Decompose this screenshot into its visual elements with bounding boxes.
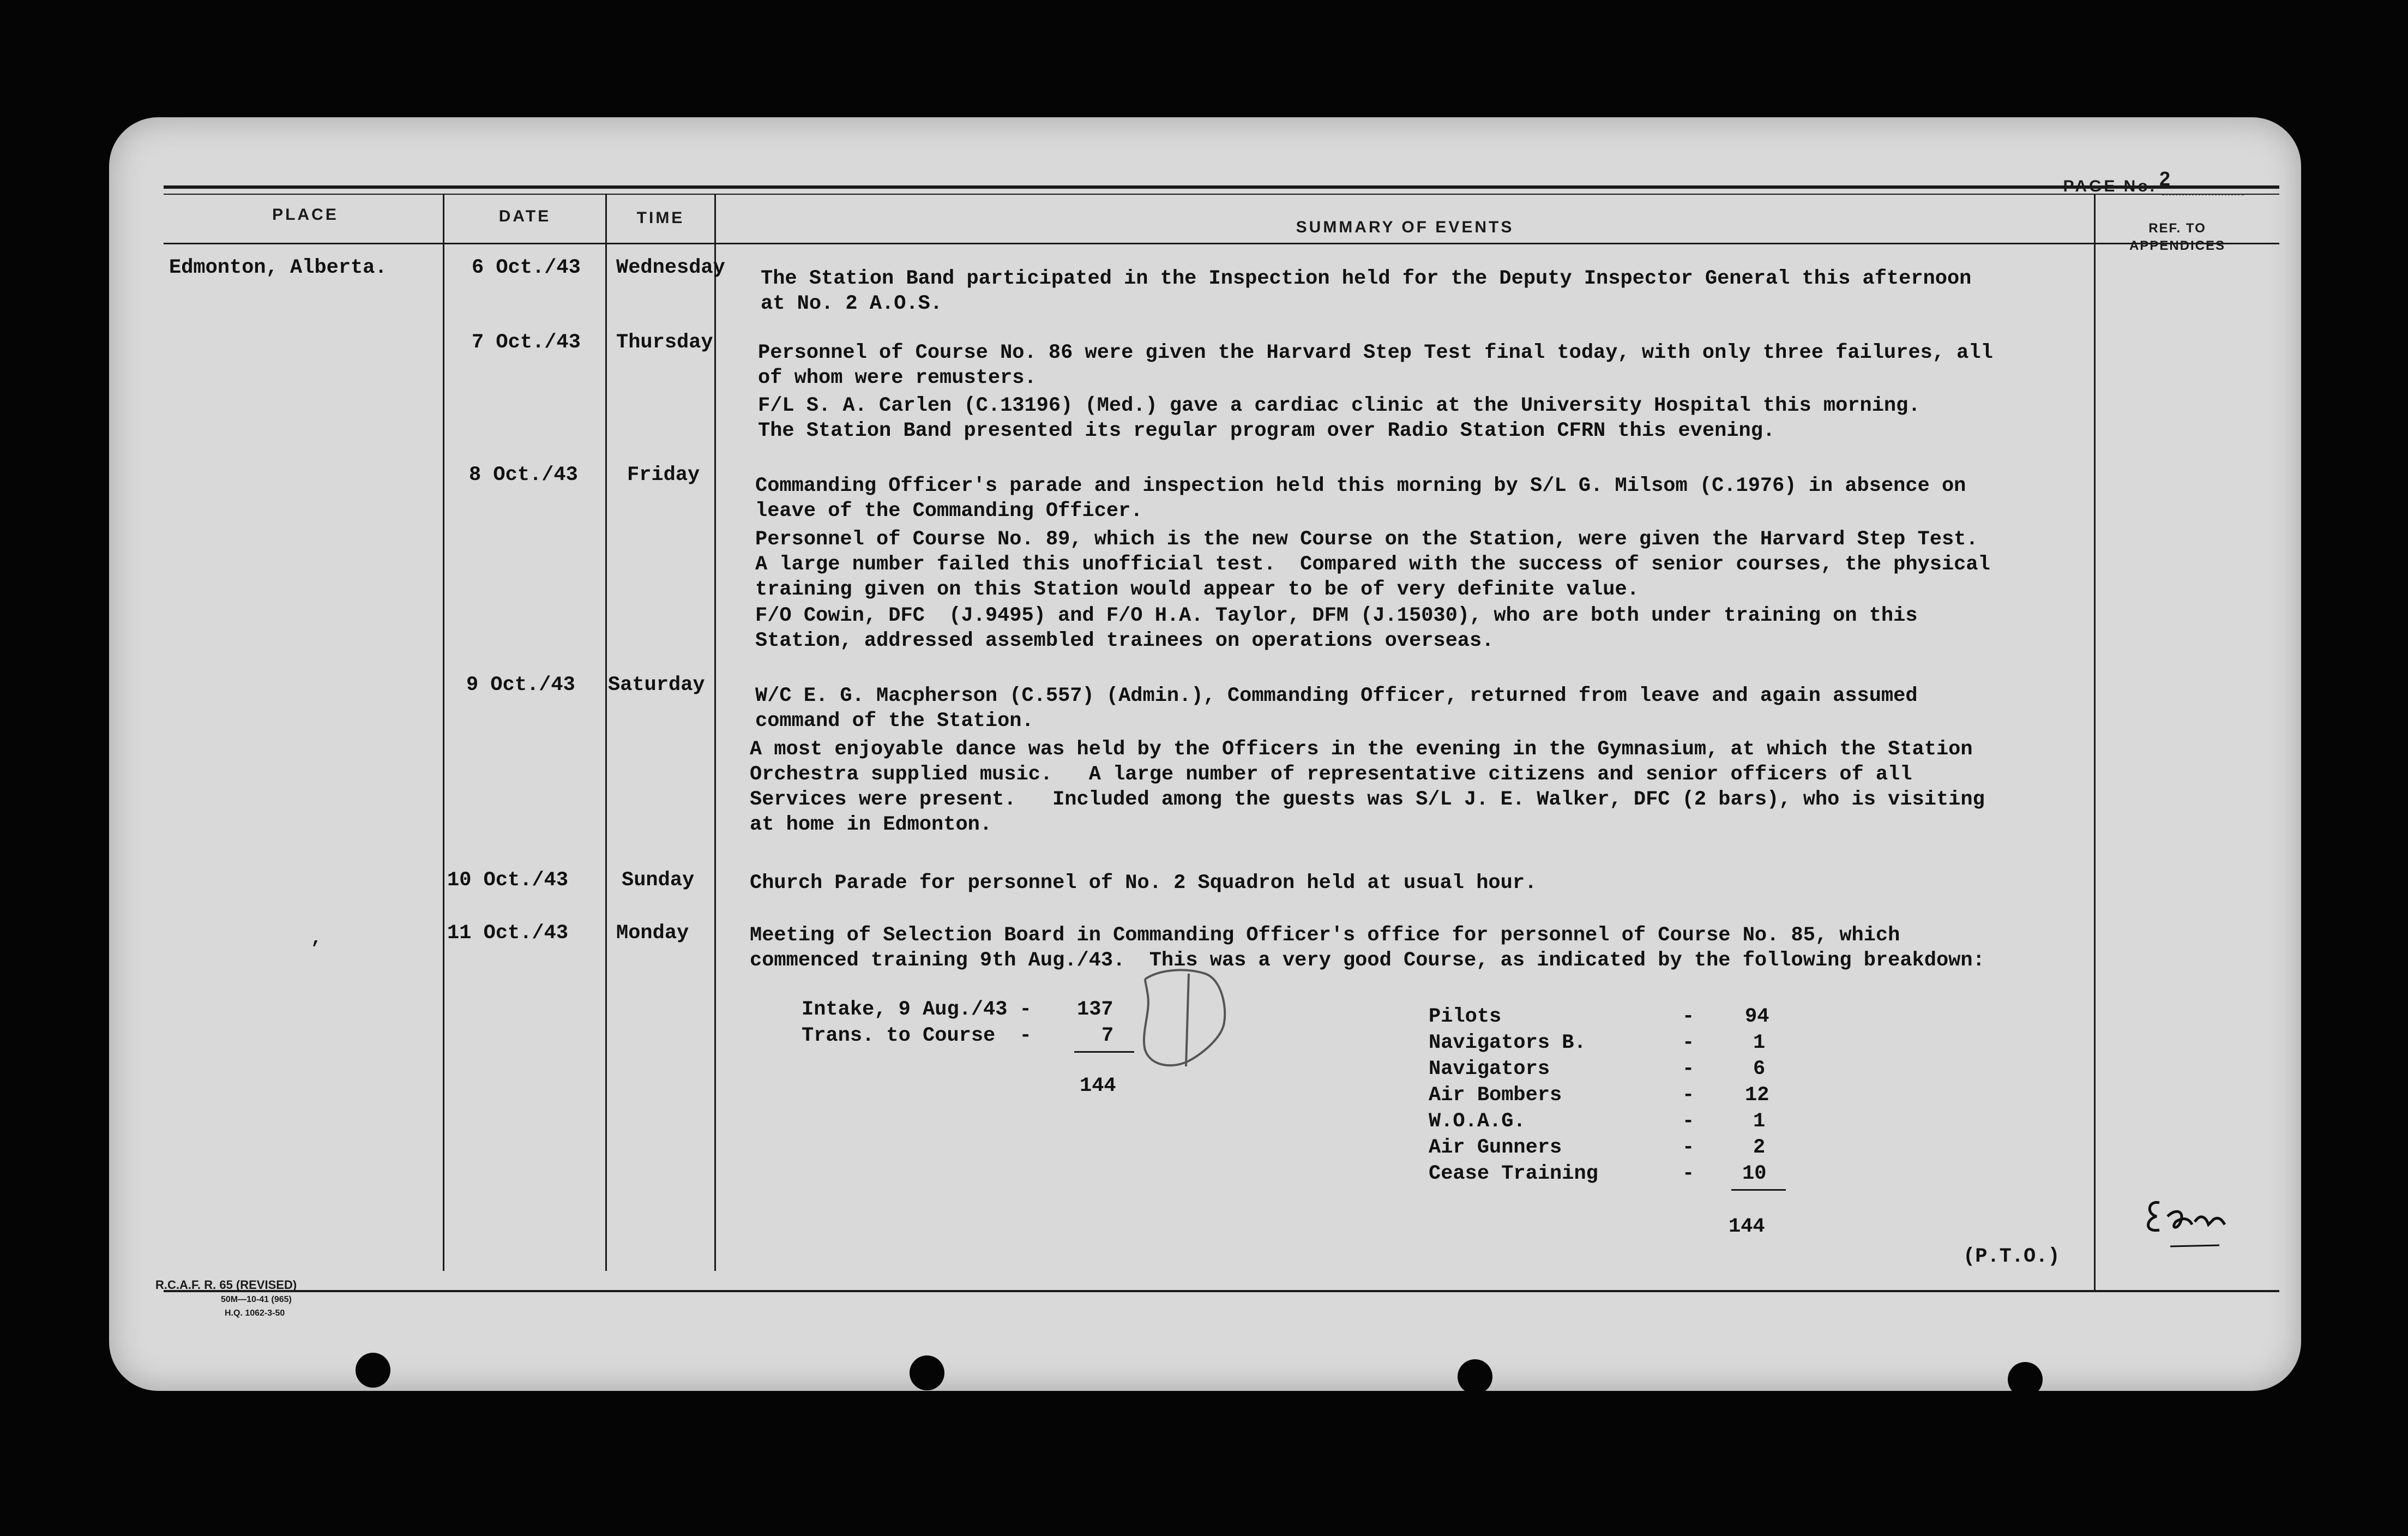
entry-line: Personnel of Course No. 89, which is the new Course on the Station, were given the Harvard Step Test.	[755, 528, 1978, 551]
bottom-rule	[164, 1290, 2279, 1292]
col-rule-summary	[2094, 194, 2096, 1290]
intake-label-2: Trans. to Course -	[802, 1024, 1032, 1047]
entry-line: Orchestra supplied music. A large number of representative citizens and senior officers of all	[750, 763, 1912, 786]
breakdown-label: Cease Training	[1429, 1162, 1598, 1185]
column-header-place: PLACE	[272, 206, 339, 224]
breakdown-value: 2	[1753, 1136, 1766, 1159]
entry-line: The Station Band participated in the Inspection held for the Deputy Inspector General this afternoon	[761, 267, 1972, 290]
breakdown-dash: -	[1682, 1162, 1695, 1185]
entry-day: Monday	[616, 922, 689, 945]
column-header-date: DATE	[498, 207, 551, 225]
entry-line: Personnel of Course No. 86 were given the Harvard Step Test final today, with only three failures, all	[758, 341, 1993, 364]
entry-line: The Station Band presented its regular program over Radio Station CFRN this evening.	[758, 419, 1775, 442]
entry-day: Friday	[627, 464, 700, 487]
place-text: Edmonton, Alberta.	[169, 256, 387, 279]
form-print-run: 50M—10-41 (965)	[221, 1295, 292, 1304]
diary-sheet	[109, 117, 2301, 1391]
entry-line: F/O Cowin, DFC (J.9495) and F/O H.A. Taylor, DFM (J.15030), who are both under training on this	[755, 604, 1918, 627]
entry-line: Meeting of Selection Board in Commanding Officer's office for personnel of Course No. 85, which	[750, 924, 1900, 947]
breakdown-value: 10	[1742, 1162, 1767, 1185]
punch-hole	[2008, 1362, 2043, 1397]
column-header-ref-2: APPENDICES	[2129, 238, 2226, 253]
entry-line: at No. 2 A.O.S.	[761, 292, 943, 315]
header-rule	[164, 243, 2279, 244]
intake-label-1: Intake, 9 Aug./43 -	[802, 998, 1032, 1021]
entry-date: 7 Oct./43	[472, 331, 581, 354]
intake-total: 144	[1080, 1075, 1116, 1097]
entry-line: at home in Edmonton.	[750, 813, 992, 836]
top-rule	[164, 185, 2279, 189]
column-header-summary: SUMMARY OF EVENTS	[1296, 218, 1514, 236]
breakdown-label: Air Bombers	[1429, 1084, 1562, 1107]
punch-hole	[910, 1355, 944, 1390]
entry-line: leave of the Commanding Officer.	[755, 500, 1143, 523]
breakdown-dash: -	[1682, 1136, 1695, 1159]
entry-date: 10 Oct./43	[447, 869, 569, 892]
column-header-ref-1: REF. TO	[2148, 221, 2206, 236]
entry-date: 9 Oct./43	[466, 674, 575, 697]
page-no-dots	[2162, 194, 2244, 196]
breakdown-total: 144	[1729, 1215, 1765, 1238]
top-rule-thin	[164, 194, 2279, 195]
form-number: R.C.A.F. R. 65 (REVISED)	[155, 1278, 297, 1292]
breakdown-label: Navigators	[1429, 1058, 1550, 1081]
entry-date: 11 Oct./43	[447, 922, 569, 945]
page-no-value: 2	[2159, 167, 2173, 190]
entry-line: F/L S. A. Carlen (C.13196) (Med.) gave a cardiac clinic at the University Hospital this morning.	[758, 394, 1921, 417]
entry-line: commenced training 9th Aug./43. This was a very good Course, as indicated by the following breakdown:	[750, 949, 1985, 972]
breakdown-dash: -	[1682, 1084, 1695, 1107]
entry-line: Services were present. Included among the guests was S/L J. E. Walker, DFC (2 bars), who is visiting	[750, 788, 1985, 811]
intake-sum-rule	[1074, 1051, 1134, 1053]
pto-note: (P.T.O.)	[1963, 1245, 2060, 1268]
entry-day: Thursday	[616, 331, 713, 354]
col-rule-time	[714, 194, 716, 1271]
breakdown-label: Air Gunners	[1429, 1136, 1562, 1159]
breakdown-label: Pilots	[1429, 1005, 1502, 1028]
pencil-scribble	[1129, 957, 1238, 1088]
breakdown-dash: -	[1682, 1058, 1695, 1081]
initials-signature	[2138, 1186, 2236, 1252]
breakdown-dash: -	[1682, 1110, 1695, 1133]
breakdown-value: 12	[1745, 1084, 1769, 1107]
entry-date: 8 Oct./43	[469, 464, 578, 487]
entry-line: Station, addressed assembled trainees on operations overseas.	[755, 629, 1494, 652]
breakdown-dash: -	[1682, 1005, 1695, 1028]
breakdown-value: 1	[1753, 1110, 1766, 1133]
entry-line: Church Parade for personnel of No. 2 Squadron held at usual hour.	[750, 872, 1537, 895]
breakdown-sum-rule	[1731, 1189, 1786, 1191]
page-no-label: PAGE No.	[2063, 177, 2157, 195]
breakdown-value: 1	[1753, 1031, 1766, 1054]
entry-line: of whom were remusters.	[758, 367, 1037, 389]
entry-line: A large number failed this unofficial test. Compared with the success of senior courses, the physical	[755, 553, 1990, 576]
entry-line: training given on this Station would appear to be of very definite value.	[755, 578, 1639, 601]
column-header-time: TIME	[636, 209, 685, 227]
entry-line: Commanding Officer's parade and inspection held this morning by S/L G. Milsom (C.1976) in absence on	[755, 475, 1966, 497]
punch-hole	[356, 1353, 390, 1388]
breakdown-label: W.O.A.G.	[1429, 1110, 1526, 1133]
breakdown-dash: -	[1682, 1031, 1695, 1054]
breakdown-value: 94	[1745, 1005, 1769, 1028]
entry-day: Saturday	[608, 674, 705, 697]
form-hq-ref: H.Q. 1062-3-50	[225, 1309, 285, 1318]
entry-date: 6 Oct./43	[472, 256, 581, 279]
intake-value-2: 7	[1101, 1024, 1114, 1047]
entry-day: Sunday	[622, 869, 695, 892]
col-rule-place	[443, 194, 444, 1271]
entry-line: command of the Station.	[755, 710, 1034, 733]
punch-hole	[1458, 1359, 1492, 1394]
breakdown-label: Navigators B.	[1429, 1031, 1586, 1054]
entry-line: A most enjoyable dance was held by the Officers in the evening in the Gymnasium, at which the Station	[750, 738, 1973, 761]
entry-day: Wednesday	[616, 256, 725, 279]
col-rule-date	[605, 194, 607, 1271]
intake-value-1: 137	[1077, 998, 1113, 1021]
stray-mark: ,	[311, 928, 322, 949]
breakdown-value: 6	[1753, 1058, 1766, 1081]
entry-line: W/C E. G. Macpherson (C.557) (Admin.), Commanding Officer, returned from leave and again assumed	[755, 685, 1918, 707]
